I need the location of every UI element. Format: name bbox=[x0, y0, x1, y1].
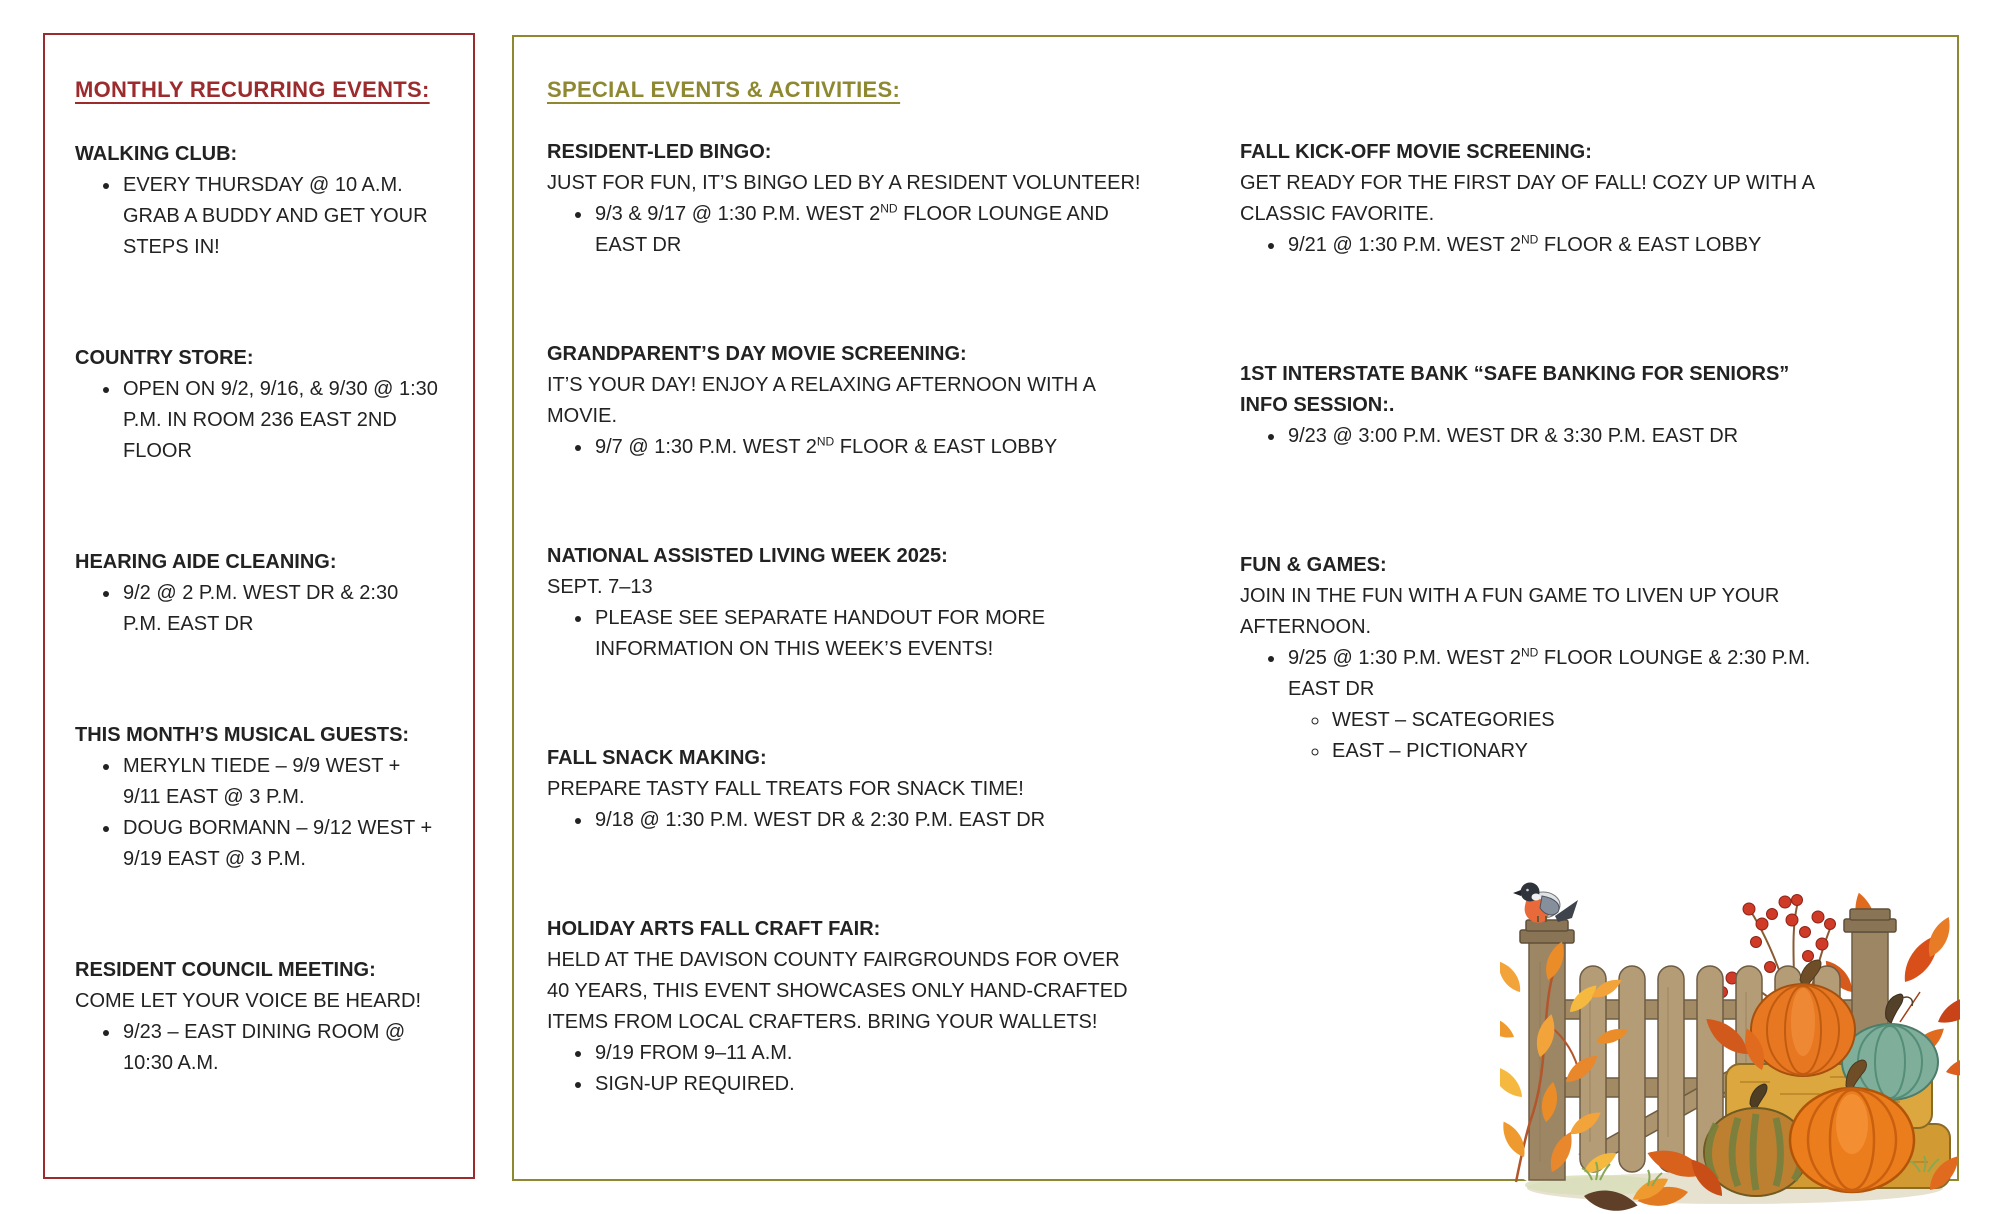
event-section bbox=[1240, 137, 1826, 261]
event-bullet-list bbox=[1240, 643, 1826, 767]
event-bullet-list bbox=[75, 751, 441, 875]
event-bullet bbox=[121, 170, 441, 263]
event-section bbox=[547, 137, 1147, 261]
special-events-title: SPECIAL EVENTS & ACTIVITIES: bbox=[547, 77, 901, 102]
event-bullet-list bbox=[1240, 230, 1826, 261]
fall-harvest-illustration bbox=[1500, 872, 1960, 1212]
event-bullet bbox=[593, 1038, 1147, 1069]
bullet-text: FLOOR & EAST LOBBY bbox=[834, 436, 1058, 458]
event-bullet bbox=[121, 374, 441, 467]
bullet-text: 9/2 @ 2 P.M. WEST DR & 2:30 P.M. EAST DR bbox=[123, 582, 399, 635]
bullet-text: 9/7 @ 1:30 P.M. WEST 2 bbox=[595, 436, 817, 458]
event-heading: FALL KICK-OFF MOVIE SCREENING: bbox=[1240, 141, 1592, 163]
ordinal-superscript: ND bbox=[1521, 645, 1539, 660]
event-heading: RESIDENT-LED BINGO: bbox=[547, 141, 772, 163]
event-bullet bbox=[121, 578, 441, 640]
monthly-recurring-events-title: MONTHLY RECURRING EVENTS: bbox=[75, 77, 430, 102]
event-bullet bbox=[121, 751, 441, 813]
bullet-text: 9/19 FROM 9–11 A.M. bbox=[595, 1042, 793, 1064]
bullet-text: 9/3 & 9/17 @ 1:30 P.M. WEST 2 bbox=[595, 203, 881, 225]
event-description: IT’S YOUR DAY! ENJOY A RELAXING AFTERNOON WITH A MOVIE. bbox=[547, 374, 1095, 427]
event-bullet-list bbox=[1240, 421, 1826, 452]
event-description: GET READY FOR THE FIRST DAY OF FALL! COZY UP WITH A CLASSIC FAVORITE. bbox=[1240, 172, 1814, 225]
bullet-text: SIGN-UP REQUIRED. bbox=[595, 1073, 795, 1095]
event-bullet-list bbox=[547, 603, 1147, 665]
event-bullet bbox=[593, 805, 1147, 836]
event-description: JOIN IN THE FUN WITH A FUN GAME TO LIVEN UP YOUR AFTERNOON. bbox=[1240, 585, 1780, 638]
bullet-text: MERYLN TIEDE – 9/9 WEST + 9/11 EAST @ 3 P.M. bbox=[123, 755, 401, 808]
event-description: PREPARE TASTY FALL TREATS FOR SNACK TIME! bbox=[547, 778, 1024, 800]
bullfinch-bird bbox=[1513, 883, 1578, 923]
event-section bbox=[1240, 550, 1826, 767]
event-bullet-list bbox=[75, 170, 441, 263]
event-sub-bullet: ◦ EAST – PICTIONARY bbox=[1330, 736, 1826, 767]
event-heading: WALKING CLUB: bbox=[75, 143, 238, 165]
event-bullet bbox=[121, 1017, 441, 1079]
event-bullet-list bbox=[547, 199, 1147, 261]
event-section bbox=[75, 343, 441, 467]
event-description: SEPT. 7–13 bbox=[547, 576, 653, 598]
event-section bbox=[547, 541, 1147, 665]
event-bullet bbox=[1286, 643, 1826, 767]
event-heading: FUN & GAMES: bbox=[1240, 554, 1387, 576]
bullet-text: PLEASE SEE SEPARATE HANDOUT FOR MORE INFORMATION ON THIS WEEK’S EVENTS! bbox=[595, 607, 1046, 660]
event-bullet bbox=[1286, 421, 1826, 452]
event-bullet-list bbox=[547, 1038, 1147, 1100]
event-heading: FALL SNACK MAKING: bbox=[547, 747, 767, 769]
event-bullet-list bbox=[547, 805, 1147, 836]
bullet-text: 9/23 @ 3:00 P.M. WEST DR & 3:30 P.M. EAST DR bbox=[1288, 425, 1739, 447]
bullet-text: OPEN ON 9/2, 9/16, & 9/30 @ 1:30 P.M. IN ROOM 236 EAST 2ND FLOOR bbox=[123, 378, 438, 462]
bullet-text: FLOOR LOUNGE & 2:30 P.M. EAST DR bbox=[1288, 647, 1811, 700]
bullet-text: 9/25 @ 1:30 P.M. WEST 2 bbox=[1288, 647, 1522, 669]
bullet-text: 9/23 – EAST DINING ROOM @ 10:30 A.M. bbox=[123, 1021, 406, 1074]
monthly-recurring-events-panel bbox=[43, 33, 475, 1179]
event-heading: RESIDENT COUNCIL MEETING: bbox=[75, 959, 376, 981]
bullet-text: EVERY THURSDAY @ 10 A.M. GRAB A BUDDY AND GET YOUR STEPS IN! bbox=[123, 174, 428, 258]
event-section bbox=[75, 139, 441, 263]
bullet-text: DOUG BORMANN – 9/12 WEST + 9/19 EAST @ 3 P.M. bbox=[123, 817, 433, 870]
event-section bbox=[1240, 359, 1826, 452]
event-bullet bbox=[593, 432, 1147, 463]
event-heading: THIS MONTH’S MUSICAL GUESTS: bbox=[75, 724, 410, 746]
event-bullet-list bbox=[75, 374, 441, 467]
event-heading: HEARING AIDE CLEANING: bbox=[75, 551, 337, 573]
event-section bbox=[75, 955, 441, 1079]
bullet-text: FLOOR LOUNGE AND EAST DR bbox=[595, 203, 1109, 256]
event-bullet bbox=[593, 199, 1147, 261]
event-bullet bbox=[121, 813, 441, 875]
event-section bbox=[547, 743, 1147, 836]
bullet-text: 9/21 @ 1:30 P.M. WEST 2 bbox=[1288, 234, 1522, 256]
bullet-text: FLOOR & EAST LOBBY bbox=[1538, 234, 1762, 256]
event-heading: 1ST INTERSTATE BANK “SAFE BANKING FOR SENIORS” INFO SESSION:. bbox=[1240, 363, 1790, 416]
event-sub-bullet: ◦ WEST – SCATEGORIES bbox=[1330, 705, 1826, 736]
monthly-recurring-events-sections bbox=[75, 139, 441, 1079]
fall-harvest-svg bbox=[1500, 872, 1960, 1212]
event-section bbox=[75, 720, 441, 875]
event-bullet-list bbox=[75, 578, 441, 640]
special-events-column-2 bbox=[1240, 137, 1826, 865]
ordinal-superscript: ND bbox=[880, 201, 898, 216]
event-section bbox=[547, 914, 1147, 1100]
event-bullet bbox=[593, 1069, 1147, 1100]
event-heading: HOLIDAY ARTS FALL CRAFT FAIR: bbox=[547, 918, 881, 940]
event-section bbox=[547, 339, 1147, 463]
special-events-column-1 bbox=[547, 137, 1147, 1178]
event-bullet-list bbox=[547, 432, 1147, 463]
ordinal-superscript: ND bbox=[1521, 232, 1539, 247]
event-description: COME LET YOUR VOICE BE HEARD! bbox=[75, 990, 422, 1012]
event-heading: GRANDPARENT’S DAY MOVIE SCREENING: bbox=[547, 343, 967, 365]
event-bullet bbox=[1286, 230, 1826, 261]
bullet-text: 9/18 @ 1:30 P.M. WEST DR & 2:30 P.M. EAST DR bbox=[595, 809, 1046, 831]
event-bullet bbox=[593, 603, 1147, 665]
event-sub-bullet-list bbox=[1288, 705, 1826, 767]
event-description: JUST FOR FUN, IT’S BINGO LED BY A RESIDENT VOLUNTEER! bbox=[547, 172, 1141, 194]
event-section bbox=[75, 547, 441, 640]
event-heading: NATIONAL ASSISTED LIVING WEEK 2025: bbox=[547, 545, 948, 567]
event-heading: COUNTRY STORE: bbox=[75, 347, 254, 369]
event-bullet-list bbox=[75, 1017, 441, 1079]
ordinal-superscript: ND bbox=[816, 434, 835, 449]
event-description: HELD AT THE DAVISON COUNTY FAIRGROUNDS FOR OVER 40 YEARS, THIS EVENT SHOWCASES ONLY HAND-CRAFTED ITEMS FROM LOCAL CRAFTERS. BRING YOUR WALLETS! bbox=[547, 949, 1128, 1033]
